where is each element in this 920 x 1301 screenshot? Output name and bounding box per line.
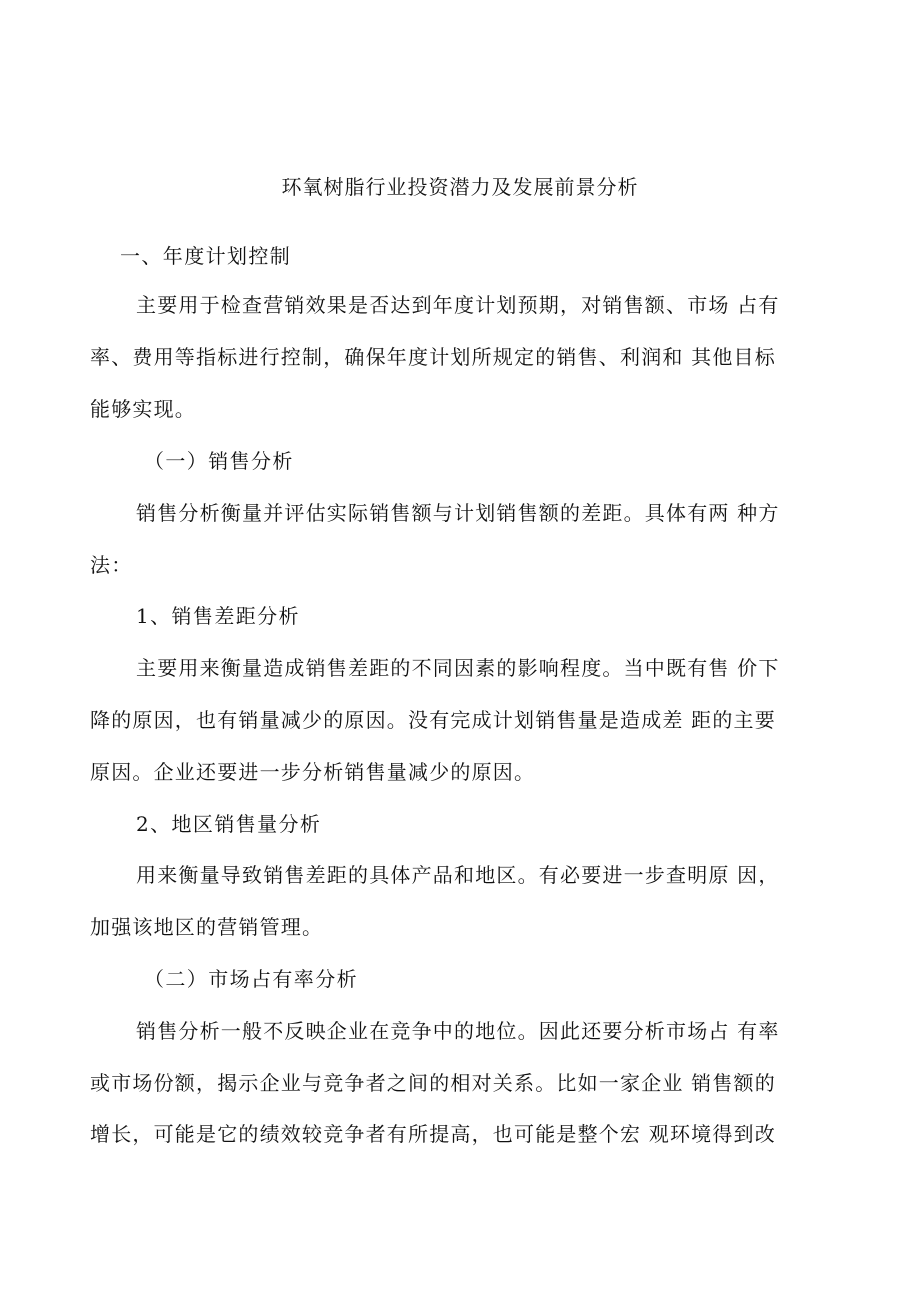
heading-sales-gap-analysis: 1、销售差距分析 <box>136 604 300 628</box>
paragraph-line: 增长，可能是它的绩效较竞争者有所提高，也可能是整个宏 观环境得到改 <box>90 1122 776 1146</box>
paragraph-line: 销售分析衡量并评估实际销售额与计划销售额的差距。具体有两 种方 <box>136 501 780 525</box>
paragraph-line: 用来衡量导致销售差距的具体产品和地区。有必要进一步查明原 因， <box>136 863 780 887</box>
paragraph-line: 法： <box>90 553 133 577</box>
heading-annual-plan-control: 一、年度计划控制 <box>120 244 292 268</box>
paragraph-line: 加强该地区的营销管理。 <box>90 915 324 939</box>
paragraph-line: 降的原因，也有销量减少的原因。没有完成计划销售量是造成差 距的主要 <box>90 708 776 732</box>
paragraph-line: 原因。企业还要进一步分析销售量减少的原因。 <box>90 760 536 784</box>
paragraph-line: 或市场份额，揭示企业与竞争者之间的相对关系。比如一家企业 销售额的 <box>90 1071 776 1095</box>
heading-regional-sales-analysis: 2、地区销售量分析 <box>136 812 322 836</box>
heading-sales-analysis: （一）销售分析 <box>144 449 294 473</box>
document-title: 环氧树脂行业投资潜力及发展前景分析 <box>281 175 639 199</box>
paragraph-line: 销售分析一般不反映企业在竞争中的地位。因此还要分析市场占 有率 <box>136 1019 780 1043</box>
heading-market-share-analysis: （二）市场占有率分析 <box>144 967 358 991</box>
paragraph-line: 主要用来衡量造成销售差距的不同因素的影响程度。当中既有售 价下 <box>136 656 780 680</box>
paragraph-line: 率、费用等指标进行控制，确保年度计划所规定的销售、利润和 其他目标 <box>90 345 776 369</box>
paragraph-line: 能够实现。 <box>90 397 196 421</box>
paragraph-line: 主要用于检查营销效果是否达到年度计划预期，对销售额、市场 占有 <box>136 293 780 317</box>
